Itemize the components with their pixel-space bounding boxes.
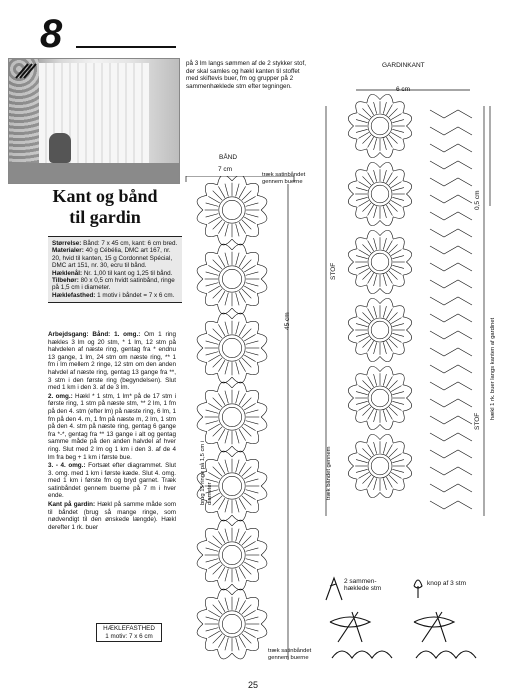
band-ring-motif [197, 382, 267, 452]
hook-text: Nr. 1,00 til kant og 1,25 til bånd. [83, 269, 173, 277]
edge-arch [430, 110, 472, 118]
legend-together-label: 2 sammen-hæklede stm [344, 578, 382, 592]
gauge-text: 1 motiv i båndet = 7 x 6 cm. [97, 291, 175, 299]
gauge-label: Hæklefasthed: [52, 291, 96, 299]
pattern-title [30, 186, 180, 228]
together-stitch-icon [326, 578, 342, 600]
hook-label: Hæklenål: [52, 269, 83, 277]
p2-text: Hækl * 1 stm, 1 lm* på de 17 stm i første ring, 1 stm på næste stm, ** 2 lm, 1 fm på den 4. stm (efter lm) på næste ring, 6 lm, 1 fm på den 4. m, 1 fm på næste m, 2 lm, 1 stm på den 4. stm på næste ring, gentag 6 gange fra *-*, gentag fra ** 13 gange i alt og gentag samme måde på den anden halvdel af hver ring. Slut med 2 lm og 1 km i den 3. af de 4 lm fra beg + 1 km i første bue. [48, 392, 177, 461]
edge-arch [430, 195, 472, 203]
edge-arch [430, 331, 472, 339]
band-note-top: træk satinbåndet gennem buerne [262, 172, 306, 185]
edge-arch [430, 501, 472, 509]
intro-text: på 3 lm langs sømmen af de 2 stykker stof, der skal samles og hækl kanten til stoffet med skiftevis buer, fm og grupper på 2 sammenhæklede stm efter tegningen. [186, 60, 307, 90]
edge-arch [430, 365, 472, 373]
band-motifs [197, 176, 267, 659]
edge-arch [430, 348, 472, 356]
band-ring-motif [197, 589, 267, 659]
edge-arch [430, 161, 472, 169]
edge-arch [430, 484, 472, 492]
section-number: 8 [40, 12, 63, 56]
gauge-box-title: HÆKLEFASTHED [103, 625, 155, 632]
size-label: Størrelse: [52, 240, 82, 247]
p3-text: Fortsæt efter diagrammet. Slut 3. omg. med 1 km i første kæde. Slut 4. omg. med 1 km i første fm og bryd garnet. Træk satinbåndet gennem buerne på 7 m i hver ende. [48, 462, 176, 500]
edge-ring-motif [348, 434, 411, 497]
photo-sill [9, 163, 179, 183]
edge-arch [430, 263, 472, 271]
p1-text: Om 1 ring hækles 3 lm og 20 stm, * 1 lm, 12 stm på halvdelen af næste ring, gentag fra * endnu 13 gange, 1 lm, 24 stm om næste ring, ** 1 fm i lm mellem 2 ringe, 12 stm om den anden halvdel af næste ring, gentag 13 gange fra **, 3 stm i den første ring (begyndelsen). Slut med 1 km i den 3. af de 3 lm. [48, 331, 176, 392]
edge-diagram [320, 86, 500, 526]
edge-side-label: 0,5 cm [474, 190, 481, 210]
yarn-logo-icon [14, 62, 38, 80]
material-label: Materialer: [52, 247, 84, 255]
band-diagram [176, 176, 304, 668]
band-ring-label: brug 15 ringe på 1,5 cm i diameter [200, 440, 213, 505]
edge-ring-motif [348, 94, 411, 157]
edge-arch [430, 127, 472, 135]
gauge-box [96, 623, 162, 642]
edge-ring-motif [348, 230, 411, 293]
edge-arch [430, 297, 472, 305]
material-text: 40 g Cébélia, DMC art 167, nr. 20, hvid til kanten, 15 g Cordonnet Spécial, DMC art 151, nr. 30, ecru til bånd. [52, 247, 173, 270]
band-ring-motif [197, 313, 267, 383]
p1-label: Arbejdsgang: Bånd: 1. omg.: [48, 331, 141, 338]
p4-label: Kant på gardin: [48, 501, 96, 509]
edge-arch [430, 416, 472, 424]
band-ring-motif [197, 176, 267, 245]
edge-arch [430, 399, 472, 407]
edge-arch [430, 314, 472, 322]
edge-title: GARDINKANT [382, 62, 425, 69]
edge-arch [430, 246, 472, 254]
band-ring-motif [197, 520, 267, 590]
size-text: Bånd: 7 x 45 cm, kant: 6 cm bred. [83, 240, 178, 247]
p2-label: 2. omg.: [48, 392, 73, 400]
band-title: BÅND [219, 154, 238, 161]
band-note-bottom: træk satinbåndet gennem buerne [268, 648, 312, 661]
photo-vase [49, 133, 71, 163]
edge-arch [430, 382, 472, 390]
edge-arch [430, 212, 472, 220]
edge-arch [430, 280, 472, 288]
edge-right-note: hækl 1 rk. buer langs kanten af gardinet [490, 317, 496, 420]
header-rule [76, 46, 176, 48]
legend-picot-label: knop af 3 stm [427, 580, 467, 587]
edge-arch [430, 433, 472, 441]
pattern-title-line1: Kant og bånd [52, 186, 158, 206]
edge-motifs [348, 94, 472, 509]
edge-width-label: 6 cm [396, 86, 411, 93]
edge-arch [430, 229, 472, 237]
edge-ring-motif [348, 162, 411, 225]
gauge-box-text: 1 motiv: 7 x 6 cm [105, 632, 153, 640]
pattern-title-line2: til gardin [69, 207, 141, 227]
p3-label: 3. - 4. omg.: [48, 462, 86, 470]
edge-arch [430, 178, 472, 186]
edge-ring-motif [348, 366, 411, 429]
page-number: 25 [248, 680, 259, 690]
extra-label: Tilbehør: [52, 277, 79, 285]
extra-text: 80 x 0,5 cm hvidt satinbånd, ringe på 1,5 cm i diameter. [52, 277, 175, 292]
materials-box [48, 236, 182, 303]
edge-ring-motif [348, 298, 411, 361]
edge-arch [430, 450, 472, 458]
edge-arch [430, 467, 472, 475]
band-width-label: 7 cm [218, 166, 233, 173]
edge-fabric-left: STOF [330, 262, 337, 280]
band-ring-motif [197, 451, 267, 521]
edge-ribbon-label: træk båndet gennem [326, 446, 332, 500]
p4-text: Hækl på samme måde som til båndet (brug så mange ringe, som nødvendigt til den ønskede længde). Hækl derefter 1 rk. buer [48, 501, 176, 531]
edge-arch [430, 144, 472, 152]
band-height-label: 45 cm [284, 312, 291, 330]
band-ring-motif [197, 244, 267, 314]
edge-fabric-right: STOF [474, 412, 481, 430]
instructions [48, 331, 176, 532]
